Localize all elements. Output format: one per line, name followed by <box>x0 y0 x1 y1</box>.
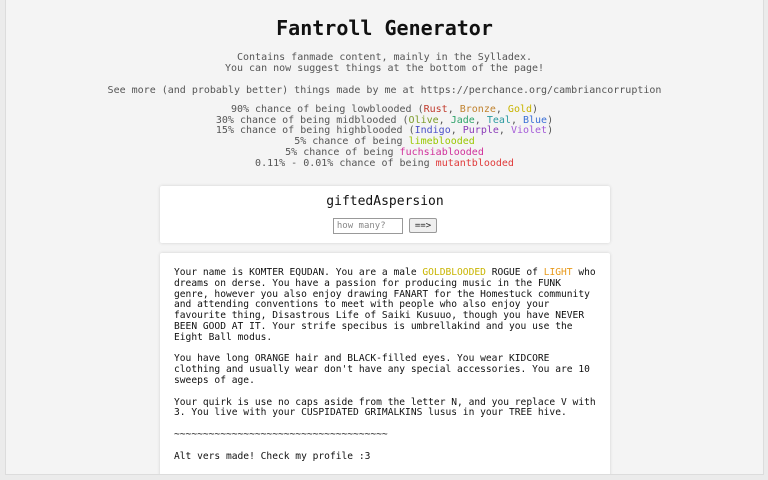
chance-mid: 30% chance of being midblooded (Olive, Jade, Teal, Blue) <box>215 114 554 126</box>
intro-line-3: See more (and probably better) things made by me at https://perchance.org/cambriancorruption <box>107 85 662 96</box>
output-paragraph-1: Your name is KOMTER EQUDAN. You are a male GOLDBLOODED ROGUE of LIGHT who dreams on derse. You have a passion for producing music in the FUNK genre, however you also enjoy drawing FANART for the Homestuck community and attending conventions to meet with people who also enjoy your favourite thing, Disastrous Life of Saiki Kusuuo, though you have NEVER BEEN GOOD AT IT. Your strife specibus is umbrellakind and you use the Eight Ball modus. <box>174 267 596 343</box>
chance-low: 90% chance of being lowblooded (Rust, Bronze, Gold) <box>230 104 539 115</box>
count-input[interactable] <box>333 218 403 234</box>
output-paragraph-4: Alt vers made! Check my profile :3 <box>174 450 371 462</box>
output-paragraph-2: You have long ORANGE hair and BLACK-filled eyes. You wear KIDCORE clothing and usually wear don't have any special accessories. You are 10 sweeps of age. <box>174 353 590 386</box>
intro-line-1: Contains fanmade content, mainly in the Sylladex. <box>236 52 532 63</box>
page <box>5 0 764 475</box>
output-paragraph-3: Your quirk is use no caps aside from the letter N, and you replace V with 3. You live with your CUSPIDATED GRIMALKINS lusus in your TREE hive. <box>174 396 596 419</box>
chance-fuchsia: 5% chance of being fuchsiablooded <box>285 146 484 158</box>
chance-lime: 5% chance of being limeblooded <box>294 136 475 148</box>
page-title: Fantroll Generator <box>276 16 493 40</box>
chance-high: 15% chance of being highblooded (Indigo, Purple, Violet) <box>215 125 554 137</box>
intro-line-2: You can now suggest things at the bottom of the page! <box>224 63 545 74</box>
intro <box>6 52 763 96</box>
blood-chances <box>6 105 763 169</box>
generator-controls <box>160 218 610 234</box>
chance-mutant: 0.11% - 0.01% chance of being mutantblooded <box>255 157 514 169</box>
output-divider: ~~~~~~~~~~~~~~~~~~~~~~~~~~~~~~~~~~~~~ <box>174 428 388 440</box>
output-card <box>160 253 610 475</box>
generated-output <box>174 268 598 473</box>
generate-button[interactable]: ==> <box>409 218 437 233</box>
generator-card <box>160 186 610 243</box>
generator-name: giftedAspersion <box>326 194 444 209</box>
